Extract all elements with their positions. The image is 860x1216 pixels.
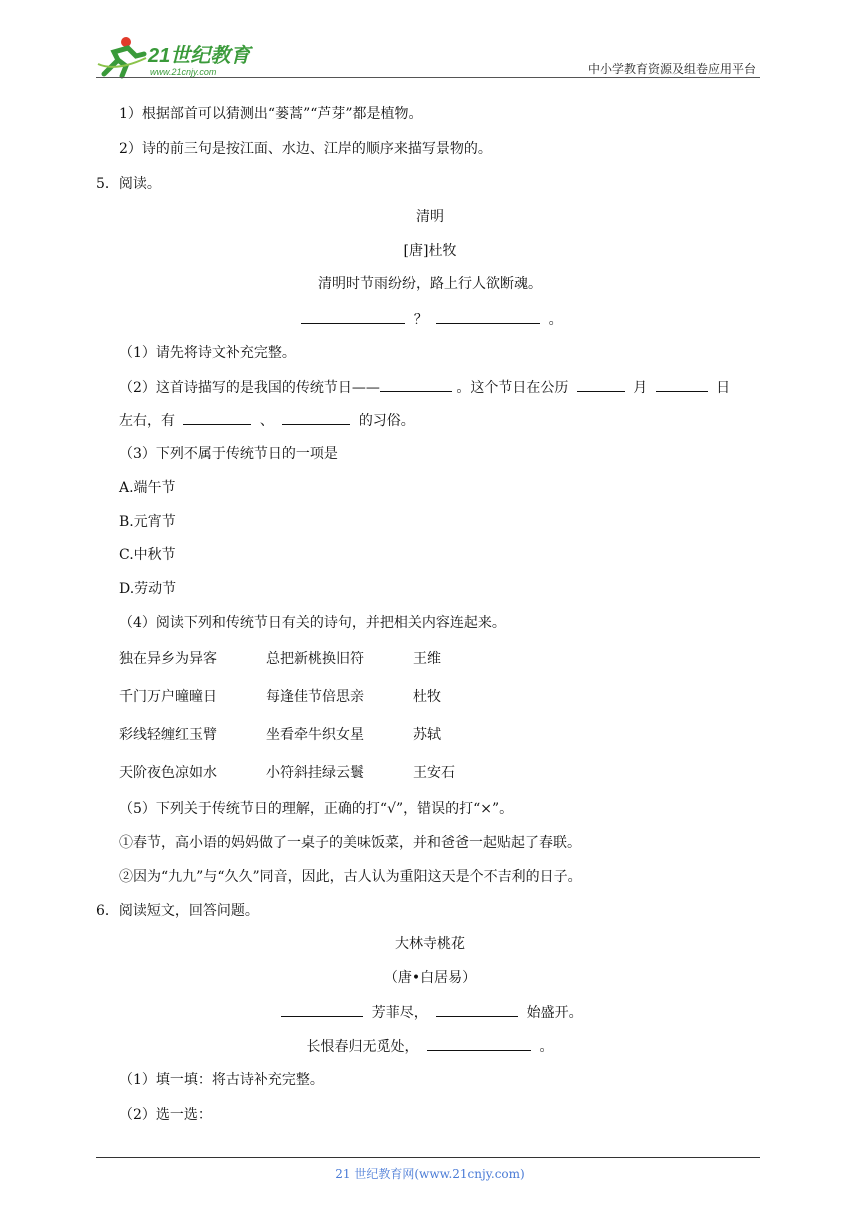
match-poet[interactable]: 王安石 — [413, 765, 455, 781]
site-logo — [96, 34, 266, 80]
question-6-heading: 6．阅读短文，回答问题。 — [96, 903, 259, 919]
q5-sub-2-month: 月 — [633, 380, 648, 396]
fill-blank[interactable] — [281, 1002, 363, 1017]
q6-sub-1: （1）填一填：将古诗补充完整。 — [119, 1072, 324, 1088]
header-divider — [96, 77, 760, 78]
fill-blank[interactable] — [436, 1002, 518, 1017]
fill-blank[interactable] — [427, 1036, 531, 1051]
match-poem-line[interactable]: 独在异乡为异客 — [119, 651, 217, 667]
match-poem-line[interactable]: 小符斜挂绿云鬟 — [266, 765, 364, 781]
poem-line-2-end: 。 — [548, 312, 563, 328]
match-poem-line[interactable]: 天阶夜色凉如水 — [119, 765, 217, 781]
fill-blank[interactable] — [282, 410, 350, 425]
match-poem-line[interactable]: 总把新桃换旧符 — [266, 651, 364, 667]
fill-blank[interactable] — [183, 410, 251, 425]
fill-blank[interactable] — [436, 309, 540, 324]
footer-divider — [96, 1157, 760, 1158]
poem-line-1: 清明时节雨纷纷，路上行人欲断魂。 — [318, 276, 542, 292]
match-poet[interactable]: 苏轼 — [413, 727, 441, 743]
option-b[interactable]: B.元宵节 — [119, 514, 176, 530]
option-a[interactable]: A.端午节 — [119, 480, 176, 496]
poem-line-2-text-a: 长恨春归无觅处， — [306, 1039, 419, 1055]
poem-line-2 — [0, 309, 860, 330]
match-poem-line[interactable]: 彩线轻缠红玉臂 — [119, 727, 217, 743]
q5-sub-2-sep: 、 — [259, 413, 274, 429]
fill-blank[interactable] — [577, 377, 625, 392]
poem-title: 大林寺桃花 — [395, 936, 465, 952]
poem-line-2-end: 。 — [539, 1039, 554, 1055]
poem-title: 清明 — [416, 209, 444, 225]
judge-item-2: ②因为“九九”与“久久”同音，因此，古人认为重阳这天是个不吉利的日子。 — [119, 869, 582, 885]
q5-sub-2 — [119, 377, 730, 398]
q4-item-2: 2）诗的前三句是按江面、水边、江岸的顺序来描写景物的。 — [119, 141, 492, 157]
match-poem-line[interactable]: 坐看牵牛织女星 — [266, 727, 364, 743]
q5-sub-2-day: 日 — [716, 380, 731, 396]
question-5-heading: 5．阅读。 — [96, 176, 161, 192]
q5-sub-2-cont — [119, 410, 415, 431]
q4-item-1: 1）根据部首可以猜测出“蒌蒿”“芦芽”都是植物。 — [119, 106, 423, 122]
poem-line-1-text-a: 芳菲尽， — [371, 1005, 428, 1021]
logo-text: 21世纪教育 — [148, 45, 251, 67]
judge-item-1: ①春节，高小语的妈妈做了一桌子的美味饭菜，并和爸爸一起贴起了春联。 — [119, 835, 581, 851]
fill-blank[interactable] — [301, 309, 405, 324]
poem-line-1 — [0, 1002, 860, 1023]
q5-sub-3: （3）下列不属于传统节日的一项是 — [119, 446, 338, 462]
match-poem-line[interactable]: 每逢佳节倍思亲 — [266, 689, 364, 705]
poem-line-2 — [0, 1036, 860, 1057]
q5-sub-2-text-b: 。这个节日在公历 — [456, 380, 569, 396]
q6-sub-2: （2）选一选： — [119, 1107, 212, 1123]
poem-author: （唐•白居易） — [383, 970, 477, 986]
fill-blank[interactable] — [380, 377, 452, 392]
footer-link[interactable]: 21 世纪教育网(www.21cnjy.com) — [335, 1167, 525, 1181]
header-platform-text: 中小学教育资源及组卷应用平台 — [587, 62, 756, 76]
runner-icon — [98, 37, 146, 76]
match-poet[interactable]: 王维 — [413, 651, 441, 667]
q5-sub-1: （1）请先将诗文补充完整。 — [119, 345, 296, 361]
option-c[interactable]: C.中秋节 — [119, 547, 176, 563]
poem-author: [唐]杜牧 — [403, 243, 457, 259]
q5-sub-4: （4）阅读下列和传统节日有关的诗句，并把相关内容连起来。 — [119, 615, 506, 631]
match-poet[interactable]: 杜牧 — [413, 689, 441, 705]
q5-sub-5: （5）下列关于传统节日的理解，正确的打“√”，错误的打“×”。 — [119, 801, 514, 817]
poem-line-1-text-b: 始盛开。 — [526, 1005, 583, 1021]
fill-blank[interactable] — [656, 377, 708, 392]
option-d[interactable]: D.劳动节 — [119, 581, 177, 597]
poem-line-2-mid: ？ — [413, 312, 428, 328]
logo-url: www.21cnjy.com — [150, 67, 217, 77]
q5-sub-2-text-a: （2）这首诗描写的是我国的传统节日—— — [119, 380, 380, 396]
match-poem-line[interactable]: 千门万户曈曈日 — [119, 689, 217, 705]
q5-sub-2-text-d: 的习俗。 — [358, 413, 415, 429]
q5-sub-2-text-c: 左右，有 — [119, 413, 175, 429]
